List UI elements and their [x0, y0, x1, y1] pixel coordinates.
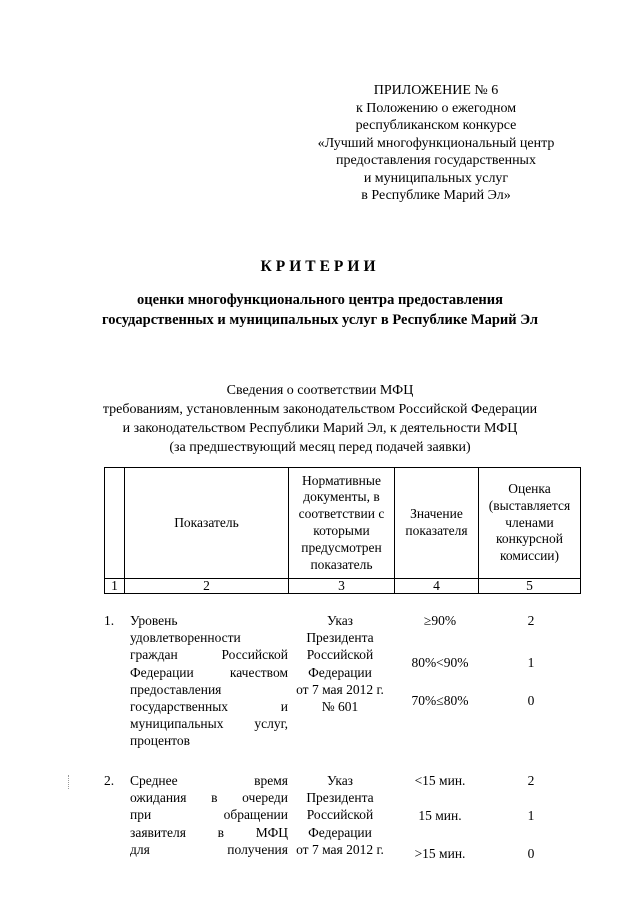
column-number: 2 — [125, 579, 289, 594]
document-line: Федерации — [308, 824, 372, 840]
section-heading — [20, 381, 620, 457]
subtitle-line: оценки многофункционального центра предоставления — [137, 292, 503, 308]
row-score: 2 — [527, 773, 535, 788]
section-line: Сведения о соответствии МФЦ — [226, 383, 414, 398]
indicator-line: Уровень — [130, 613, 178, 628]
indicator-line: предоставления — [130, 681, 222, 697]
document-title: КРИТЕРИИ — [260, 258, 380, 275]
row-value: >15 мин. — [414, 846, 466, 861]
document-line: Указ — [326, 773, 354, 788]
document-line: № 601 — [321, 699, 359, 715]
row-number: 2. — [104, 773, 115, 788]
annex-line: и муниципальных услуг — [363, 170, 509, 186]
row-value: ≥90% — [423, 613, 457, 628]
section-line: требованиям, установленным законодательством Российской Федерации — [102, 402, 538, 417]
annex-line: «Лучший многофункциональный центр — [317, 135, 555, 151]
row-score: 1 — [527, 808, 535, 823]
indicator-line: ожидания в очереди — [130, 790, 288, 806]
column-number: 4 — [395, 579, 479, 594]
document-line: Указ — [326, 613, 354, 628]
subtitle-line: государственных и муниципальных услуг в Республике Марий Эл — [101, 311, 538, 328]
row-score: 0 — [527, 846, 535, 861]
indicator-line: заявителя в МФЦ — [130, 824, 288, 840]
indicator-line: государственных и — [130, 699, 288, 715]
annex-title: ПРИЛОЖЕНИЕ № 6 — [373, 83, 499, 98]
indicator-line: для получения — [130, 841, 288, 857]
section-line: (за предшествующий месяц перед подачей заявки) — [169, 440, 471, 455]
indicator-line: удовлетворенности — [130, 630, 241, 646]
indicator-line: Федерации качеством — [130, 664, 288, 680]
indicator-line: при обращении — [130, 807, 288, 823]
annex-line: республиканском конкурсе — [355, 118, 517, 133]
column-number: 5 — [479, 579, 581, 594]
header-score: Оценка (выставляется членами конкурсной комиссии) — [479, 468, 581, 579]
annex-line: к Положению о ежегодном — [355, 100, 517, 116]
row-value: <15 мин. — [414, 773, 466, 788]
header-num — [105, 468, 125, 579]
row-number: 1. — [104, 613, 115, 628]
row-indicator — [130, 612, 288, 750]
row-documents — [288, 772, 392, 858]
header-indicator: Показатель — [125, 468, 289, 579]
row-score: 2 — [527, 613, 535, 628]
indicator-line: Среднее время — [130, 773, 288, 788]
document-line: от 7 мая 2012 г. — [296, 681, 384, 697]
margin-mark — [68, 775, 71, 789]
indicator-line: процентов — [130, 733, 191, 749]
document-line: Российской — [306, 647, 374, 663]
document-line: Федерации — [308, 664, 372, 680]
annex-block — [316, 82, 556, 205]
document-line: от 7 мая 2012 г. — [296, 841, 384, 857]
column-number: 3 — [289, 579, 395, 594]
row-value: 80%<90% — [411, 655, 469, 670]
indicator-line: муниципальных услуг, — [130, 716, 288, 732]
header-value: Значение показателя — [395, 468, 479, 579]
row-score: 1 — [527, 655, 535, 670]
criteria-table — [104, 467, 581, 594]
row-indicator — [130, 772, 288, 858]
annex-line: предоставления государственных — [336, 153, 536, 168]
document-line: Президента — [306, 630, 374, 646]
document-line: Президента — [306, 790, 374, 806]
document-subtitle — [20, 291, 620, 330]
document-line: Российской — [306, 807, 374, 823]
row-value: 70%≤80% — [411, 693, 469, 708]
row-score: 0 — [527, 693, 535, 708]
row-documents — [288, 612, 392, 715]
indicator-line: граждан Российской — [130, 647, 288, 663]
header-documents: Нормативные документы, в соответствии с которыми предусмотрен показатель — [289, 468, 395, 579]
row-value: 15 мин. — [418, 808, 462, 823]
annex-line: в Республике Марий Эл» — [361, 188, 511, 203]
section-line: и законодательством Республики Марий Эл, к деятельности МФЦ — [122, 421, 518, 436]
column-number: 1 — [105, 579, 125, 594]
